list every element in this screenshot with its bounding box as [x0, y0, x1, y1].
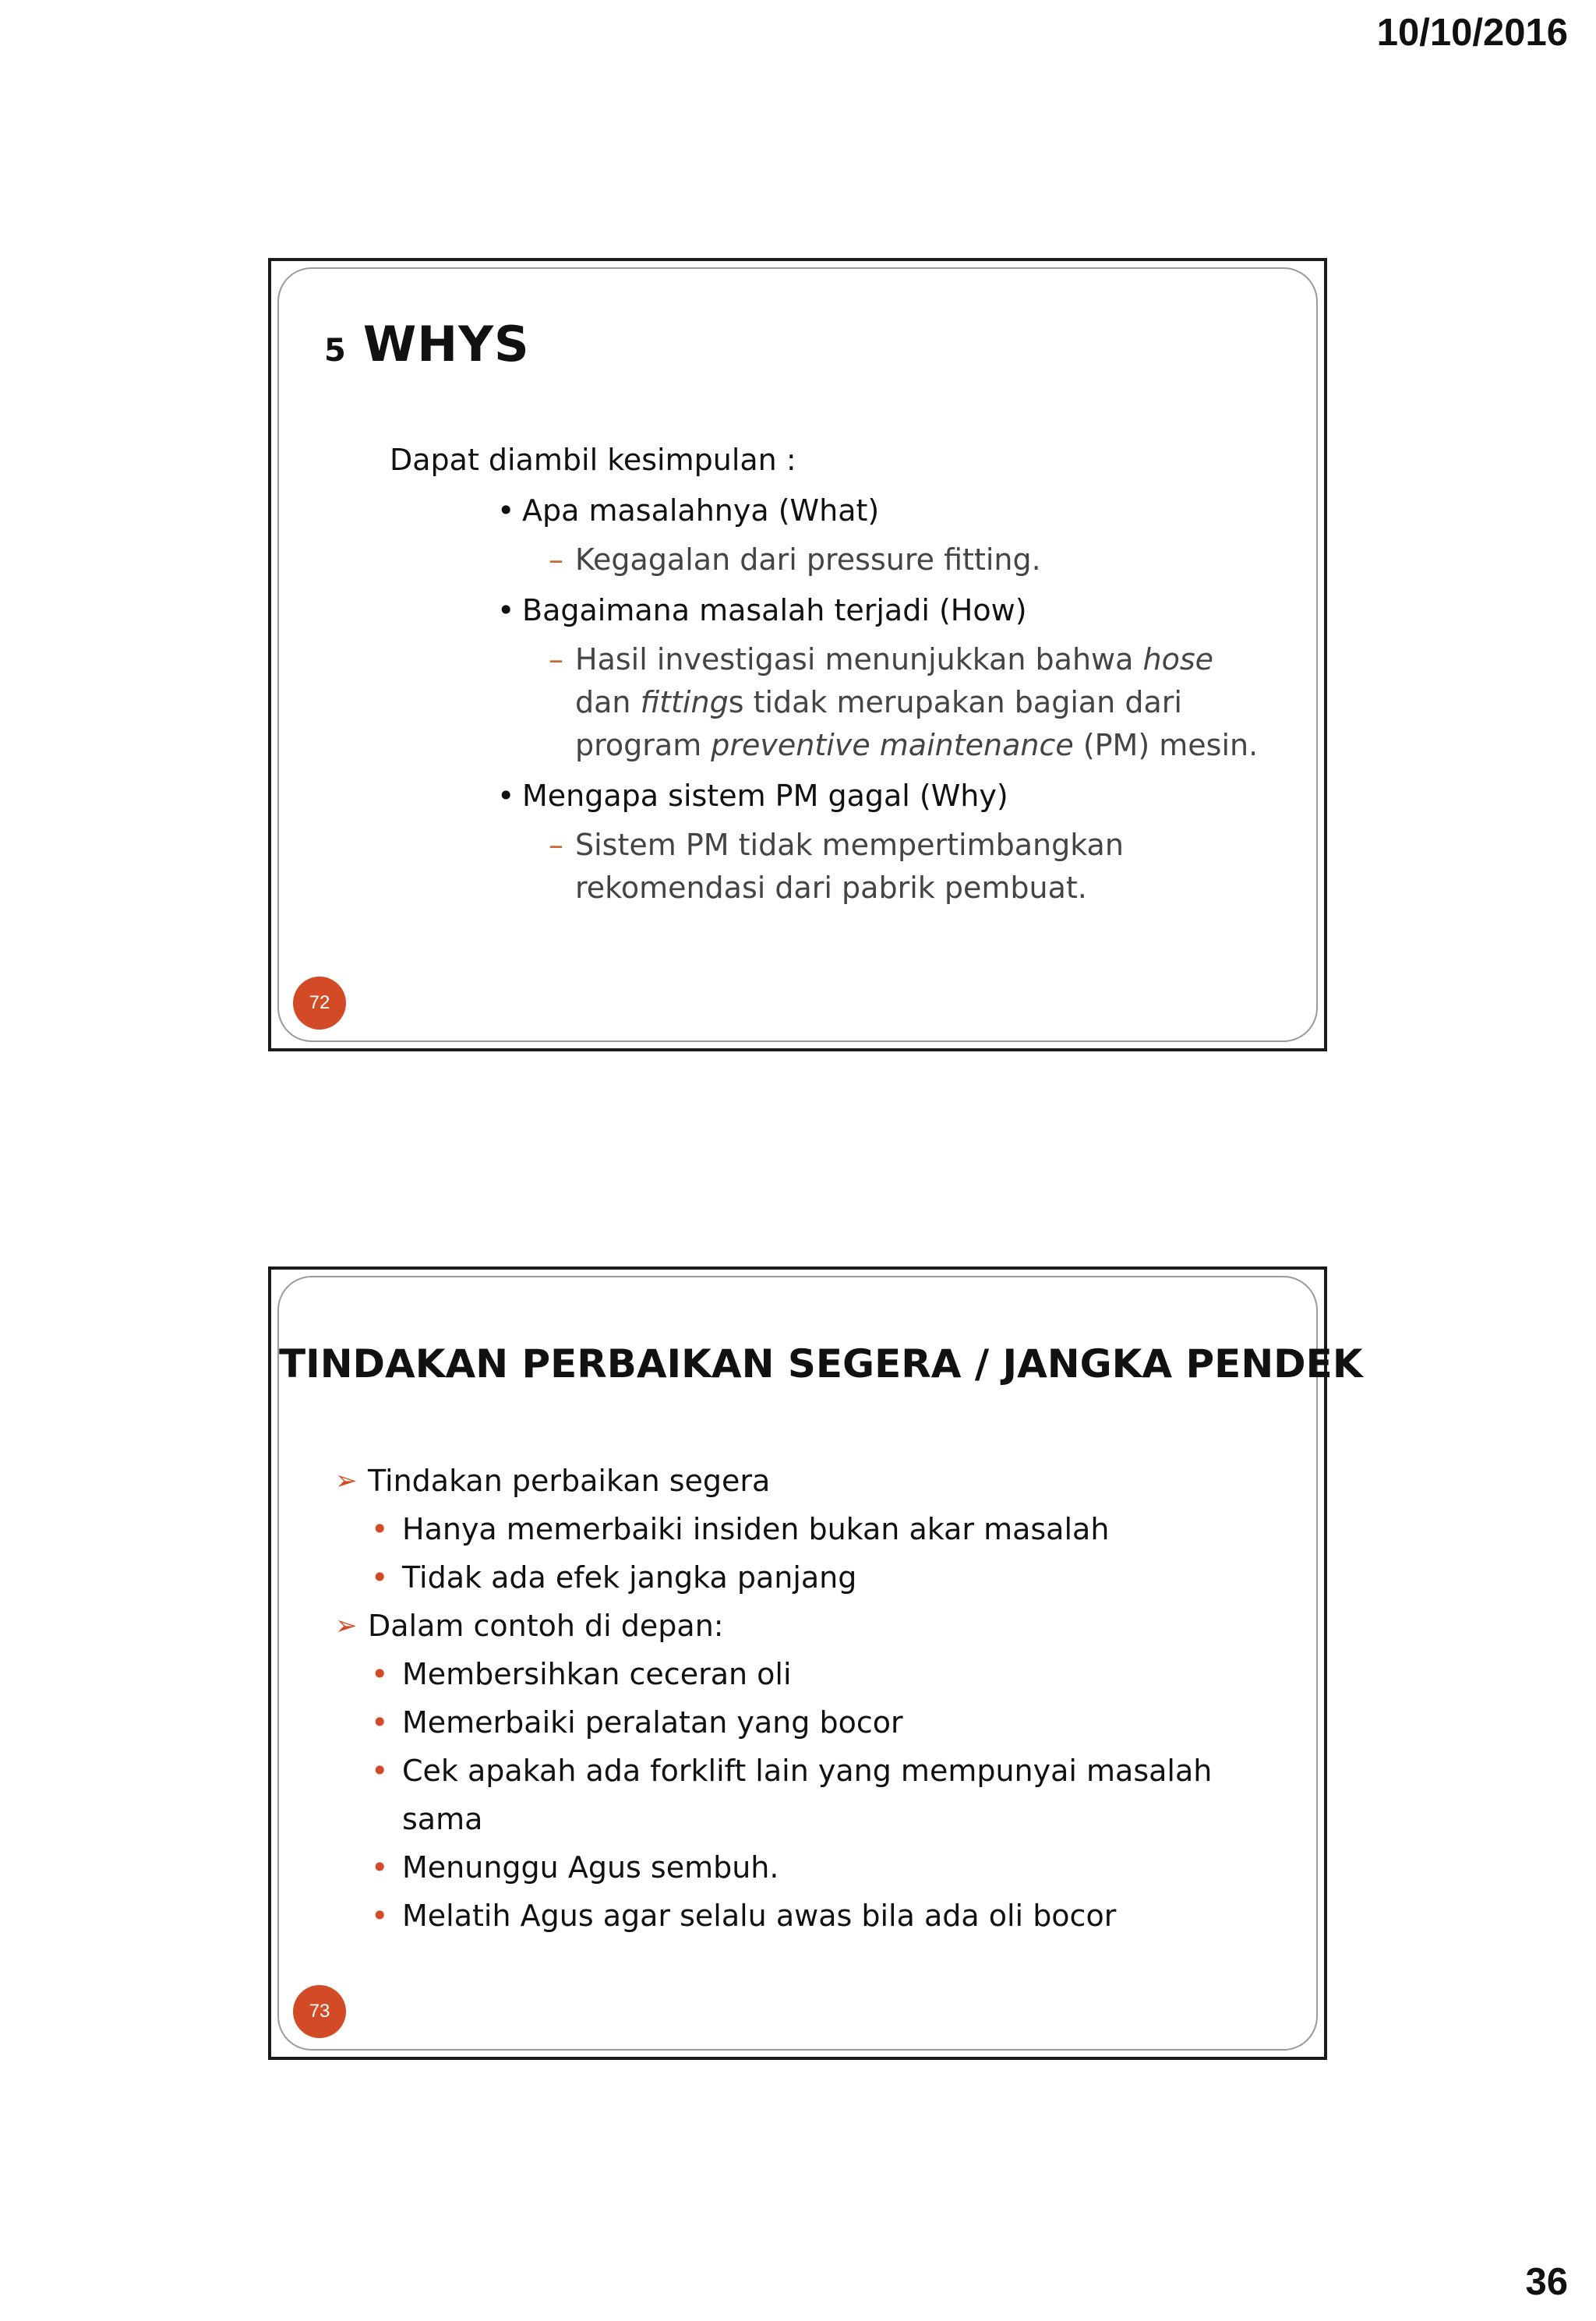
dot-marker: •: [371, 1850, 389, 1885]
bullet-marker: •: [497, 593, 515, 627]
bullet-item: [390, 589, 1278, 632]
arrow-bullet-text: Dalam contoh di depan:: [368, 1609, 724, 1643]
slide-number-badge: 73: [293, 1985, 346, 2038]
dot-bullet-item: [335, 1553, 1286, 1602]
slide-73-list: [335, 1457, 1286, 1940]
dot-bullet-text: Melatih Agus agar selalu awas bila ada oli bocor: [402, 1899, 1117, 1933]
dot-marker: •: [371, 1899, 389, 1933]
slide-73-title: TINDAKAN PERBAIKAN SEGERA / JANGKA PENDEK: [279, 1341, 1363, 1387]
dot-bullet-text: Tidak ada efek jangka panjang: [402, 1560, 857, 1595]
slide-72-list: [390, 489, 1278, 910]
arrow-bullet-item: [335, 1602, 1286, 1650]
dash-marker: –: [549, 542, 563, 577]
dot-bullet-text: Menunggu Agus sembuh.: [402, 1850, 779, 1885]
page-date: 10/10/2016: [1376, 12, 1568, 54]
dot-bullet-item: [335, 1650, 1286, 1698]
dot-marker: •: [371, 1754, 389, 1788]
dot-bullet-item: [335, 1843, 1286, 1892]
arrow-bullet-item: [335, 1457, 1286, 1505]
arrow-bullet-text: Tindakan perbaikan segera: [368, 1464, 771, 1498]
dash-marker: –: [549, 642, 563, 677]
slide-72-frame: [268, 258, 1327, 1051]
sub-bullet-item: [390, 824, 1278, 910]
slide-72-title-number: 5: [324, 333, 346, 369]
sub-bullet-item: [390, 638, 1278, 767]
dash-marker: –: [549, 828, 563, 862]
slide-number-badge: 72: [293, 977, 346, 1030]
sub-bullet-text: Kegagalan dari pressure fitting.: [575, 542, 1041, 577]
slide-72-title-text: WHYS: [362, 316, 530, 373]
page-number: 36: [1525, 2261, 1568, 2303]
dot-bullet-text: Hanya memerbaiki insiden bukan akar masalah: [402, 1512, 1110, 1546]
slide-73-frame: [268, 1266, 1363, 2060]
arrow-marker-icon: ➢: [335, 1610, 358, 1641]
dot-bullet-item: [335, 1892, 1286, 1940]
dot-bullet-item: [335, 1698, 1286, 1747]
bullet-marker: •: [497, 493, 515, 528]
sub-bullet-item: [390, 539, 1278, 581]
dot-marker: •: [371, 1705, 389, 1740]
slide-73-panel: [277, 1276, 1363, 2051]
bullet-item: [390, 775, 1278, 818]
sub-bullet-text: preventive maintenance: [711, 728, 1074, 762]
dot-marker: •: [371, 1560, 389, 1595]
dot-bullet-item: [335, 1747, 1286, 1843]
slide-72-panel: [277, 267, 1318, 1042]
bullet-item: [390, 489, 1278, 532]
dot-bullet-text: Memerbaiki peralatan yang bocor: [402, 1705, 903, 1740]
sub-bullet-text: Sistem PM tidak mempertimbangkan rekomendasi dari pabrik pembuat.: [575, 828, 1124, 905]
dot-bullet-text: Cek apakah ada forklift lain yang mempunyai masalah sama: [402, 1754, 1213, 1836]
bullet-text: Apa masalahnya (What): [522, 493, 880, 528]
sub-bullet-text: Hasil investigasi menunjukkan bahwa: [575, 642, 1143, 677]
slide-72-title: [324, 316, 530, 373]
slide-72-intro: Dapat diambil kesimpulan :: [390, 443, 796, 477]
sub-bullet-text: hose: [1142, 642, 1213, 677]
bullet-marker: •: [497, 779, 515, 813]
arrow-marker-icon: ➢: [335, 1465, 358, 1496]
sub-bullet-text: (PM) mesin.: [1073, 728, 1259, 762]
sub-bullet-text: fitting: [640, 685, 729, 719]
dot-marker: •: [371, 1512, 389, 1546]
dot-bullet-text: Membersihkan ceceran oli: [402, 1657, 792, 1691]
dot-bullet-item: [335, 1505, 1286, 1553]
sub-bullet-text: s tidak merupakan bagian dari program: [575, 685, 1182, 762]
bullet-text: Bagaimana masalah terjadi (How): [522, 593, 1027, 627]
dot-marker: •: [371, 1657, 389, 1691]
sub-bullet-text: dan: [575, 685, 641, 719]
bullet-text: Mengapa sistem PM gagal (Why): [522, 779, 1008, 813]
slide-72-body: [390, 439, 1278, 910]
